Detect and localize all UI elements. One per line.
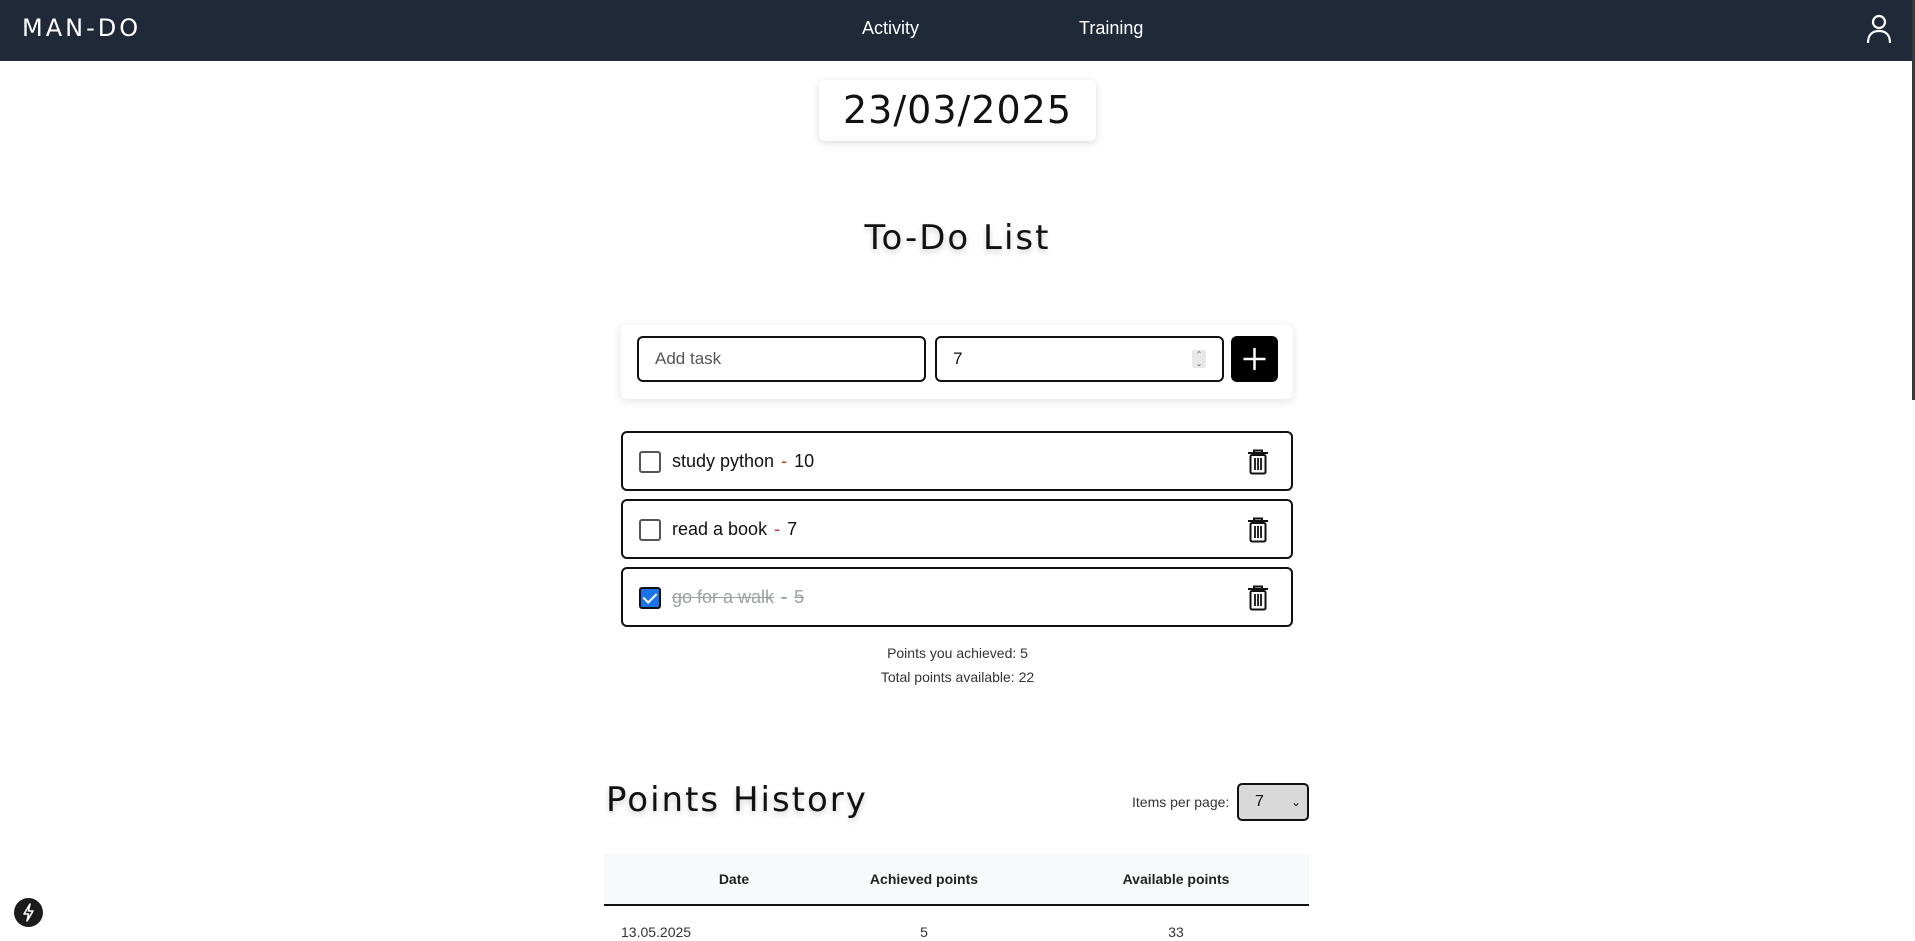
table-header bbox=[604, 853, 1309, 906]
trash-icon[interactable] bbox=[1247, 585, 1269, 611]
nav-activity[interactable]: Activity bbox=[862, 18, 920, 38]
task-input[interactable] bbox=[637, 336, 926, 382]
task-name: go for a walk bbox=[672, 587, 775, 607]
task-name: read a book bbox=[672, 519, 768, 539]
task-separator: - bbox=[774, 519, 781, 539]
points-stepper[interactable]: ⌃ ⌄ bbox=[1192, 350, 1206, 368]
items-per-page-label: Items per page: bbox=[1132, 794, 1230, 810]
user-icon[interactable] bbox=[1866, 14, 1892, 44]
points-achieved: Points you achieved: 5 bbox=[887, 645, 1028, 661]
plus-icon bbox=[1231, 336, 1278, 382]
task-checkbox[interactable] bbox=[639, 519, 661, 541]
todo-title: To-Do List bbox=[864, 218, 1051, 258]
task-row bbox=[621, 431, 1293, 491]
task-row bbox=[621, 499, 1293, 559]
trash-icon[interactable] bbox=[1247, 449, 1269, 475]
task-checkbox[interactable] bbox=[639, 451, 661, 473]
task-row bbox=[621, 567, 1293, 627]
column-date[interactable]: Date bbox=[718, 871, 750, 887]
points-available: Total points available: 22 bbox=[880, 669, 1035, 685]
task-separator: - bbox=[781, 451, 788, 471]
task-points: 7 bbox=[787, 519, 798, 539]
points-input[interactable] bbox=[935, 336, 1224, 382]
nav-training[interactable]: Training bbox=[1079, 18, 1144, 38]
add-task-form bbox=[621, 325, 1293, 399]
items-per-page-value: 7 bbox=[1255, 793, 1264, 810]
points-history-title: Points History bbox=[606, 780, 868, 820]
chevron-down-icon: ⌄ bbox=[1290, 795, 1301, 809]
trash-icon[interactable] bbox=[1247, 517, 1269, 543]
bolt-button[interactable] bbox=[14, 898, 43, 927]
points-input-value: 7 bbox=[953, 349, 963, 368]
task-separator: - bbox=[781, 587, 788, 607]
date-display: 23/03/2025 bbox=[819, 80, 1096, 141]
column-available[interactable]: Available points bbox=[1122, 871, 1230, 887]
cell-available: 33 bbox=[1168, 924, 1184, 940]
task-checkbox[interactable] bbox=[639, 587, 661, 609]
task-points: 5 bbox=[794, 587, 805, 607]
task-name: study python bbox=[672, 451, 775, 471]
bolt-icon bbox=[14, 898, 43, 927]
task-points: 10 bbox=[794, 451, 815, 471]
add-task-button[interactable] bbox=[1231, 336, 1278, 382]
brand-logo[interactable]: MAN-DO bbox=[22, 14, 142, 42]
navbar bbox=[0, 0, 1915, 61]
cell-date: 13.05.2025 bbox=[621, 924, 692, 940]
items-per-page-select[interactable] bbox=[1237, 783, 1309, 821]
column-achieved[interactable]: Achieved points bbox=[869, 871, 979, 887]
cell-achieved: 5 bbox=[920, 924, 928, 940]
